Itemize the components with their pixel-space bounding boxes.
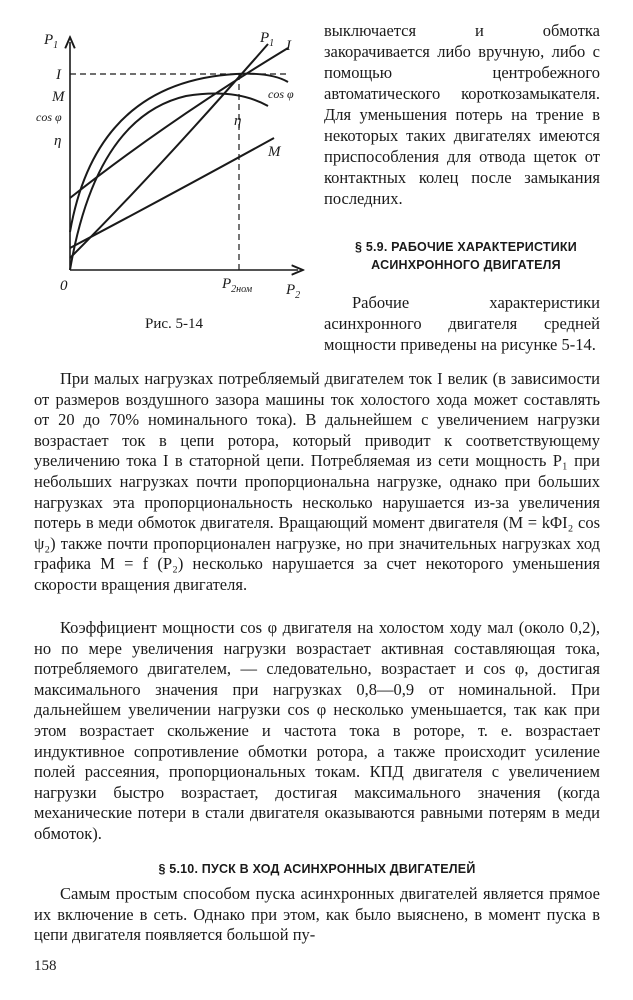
paragraph-2-text: Коэффициент мощности cos φ двигателя на холостом ходу мал (около 0,2), но по мере увеличения нагрузки возрастает активная составляющая тока, потребляемого двигателем, — следовательно, возрастает и cos φ, достигая максимального значения при нагрузках 0,8—0,9 от номинальной. При дальнейшем увеличении нагрузки cos φ несколько уменьшается, так как при этом возрастает скольжение и частота тока в роторе, т. е. возрастает индуктивное сопротивление обмотки ротора, а также происходит усиление полей рассеяния, пропорциональных токам. КПД двигателя с увеличением нагрузки быстро возрастает, достигая максимального значения (когда механические потери в стали двигателя оказываются равными потерям в меди обмоток). <box>34 618 600 843</box>
page-number: 158 <box>34 958 57 974</box>
origin-label: 0 <box>60 278 68 294</box>
curve-label-eta: η <box>234 113 242 129</box>
right-column-paragraph: выключается и обмотка закорачивается либо вручную, либо с помощью центробежного автоматического короткозамыкателя. Для уменьшения потерь на трение в некоторых таких двигателях имеются приспособления для отвода щеток от контактных колец после замыкания последних. <box>324 21 600 208</box>
figure-5-14 <box>36 22 316 352</box>
x-axis-label: $P_2$ <box>286 282 301 301</box>
section-heading-5-9: § 5.9. РАБОЧИЕ ХАРАКТЕРИСТИКИ АСИНХРОННОГО ДВИГАТЕЛЯ <box>355 240 577 272</box>
section-heading-5-10: § 5.10. ПУСК В ХОД АСИНХРОННЫХ ДВИГАТЕЛЕЙ <box>158 862 476 876</box>
left-label-i: I <box>56 67 61 83</box>
curve-label-p1: $P_1$ <box>260 30 275 49</box>
left-label-cos: cos φ <box>36 110 62 124</box>
curve-p1 <box>70 44 268 258</box>
left-label-m: M <box>52 89 65 105</box>
right-column-text <box>324 20 600 209</box>
curve-i <box>70 48 288 198</box>
curve-label-m: M <box>268 144 281 160</box>
paragraph-2 <box>34 618 600 845</box>
y-axis-label: $P_1$ <box>44 32 59 51</box>
curve-label-cos: cos φ <box>268 87 294 101</box>
paragraph-1 <box>34 369 600 596</box>
paragraph-1-text: При малых нагрузках потребляемый двигателем ток I велик (в зависимости от размеров воздушного зазора машины ток холостого хода может составлять от 20 до 70% номинального тока). В дальнейшем с увеличением нагрузки возрастает ток в цепи ротора, который приводит к соответствующему увеличению тока I в статорной цепи. Потребляемая из сети мощность P₁ при небольших нагрузках почти пропорциональна нагрузке, однако при больших нагрузках эта пропорциональность несколько нарушается из-за увеличения потерь в меди обмоток двигателя. Вращающий момент двигателя (M = kΦI₂ cos ψ₂) также почти пропорционален нагрузке, но при значительных нагрузках ход графика M = f (P₂) несколько нарушается за счет некоторого уменьшения скорости вращения двигателя. <box>34 369 600 594</box>
curve-label-i: I <box>286 38 291 54</box>
x-mark-label: $P_{2ном}$ <box>222 276 253 295</box>
curve-m <box>70 138 274 248</box>
characteristics-plot <box>36 22 316 322</box>
paragraph-3 <box>34 884 600 946</box>
left-label-eta: η <box>54 133 62 149</box>
figure-caption: Рис. 5-14 <box>145 316 204 332</box>
intro-paragraph: Рабочие характеристики асинхронного двигателя средней мощности приведены на рисунке 5-14. <box>324 293 600 354</box>
paragraph-3-text: Самым простым способом пуска асинхронных двигателей является прямое их включение в сеть. Однако при этом, как было выяснено, в момент пуска в цепи двигателя появляется большой пу- <box>34 884 600 945</box>
